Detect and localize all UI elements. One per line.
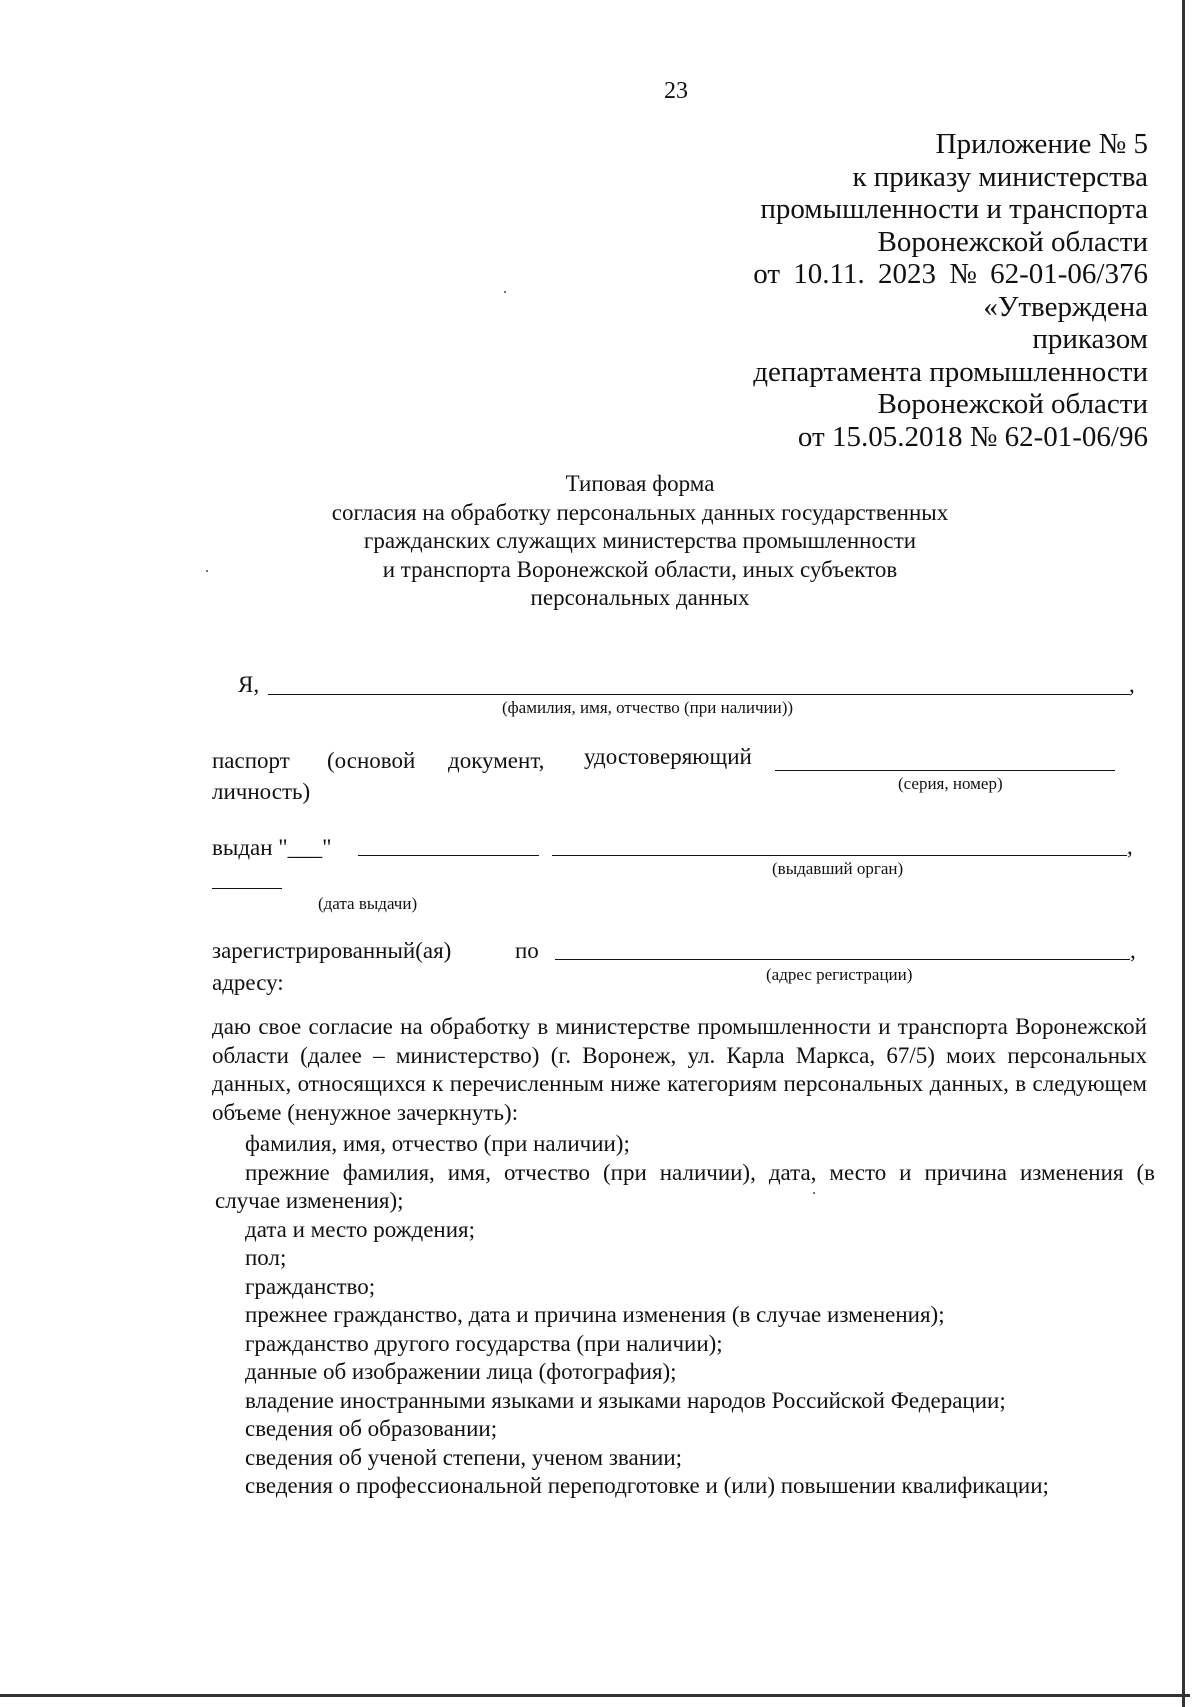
- approval-line: от 10.11. 2023 № 62-01-06/376: [753, 258, 1148, 290]
- list-item: дата и место рождения;: [245, 1216, 476, 1242]
- list-item: данные об изображении лица (фотография);: [245, 1359, 677, 1384]
- scan-speck: [206, 570, 208, 572]
- address-field[interactable]: [555, 959, 1130, 960]
- list-item: сведения об ученой степени, ученом звании;: [245, 1444, 683, 1470]
- title-line: и транспорта Воронежской области, иных субъектов: [382, 556, 898, 582]
- list-item: прежние фамилия, имя, отчество (при наличии), дата, место и причина изменения (в: [245, 1159, 1155, 1185]
- fio-field[interactable]: [268, 694, 1130, 695]
- approval-line: департамента промышленности: [753, 355, 1148, 388]
- issue-year-field[interactable]: [212, 888, 282, 889]
- consent-paragraph: даю свое согласие на обработку в министерстве промышленности и транспорта Воронежской области (далее – министерство) (г. Воронеж, ул. Карла Маркса, 67/5) моих персональных данных, относящихся к перечисленным ниже категориям персональных данных, в следующем объеме (ненужное зачеркнуть):: [212, 1014, 1147, 1125]
- list-item: гражданство другого государства (при наличии);: [245, 1330, 723, 1356]
- scan-edge-right: [1182, 0, 1185, 1707]
- form-title: [280, 470, 1000, 613]
- identity-label: личность): [212, 779, 311, 804]
- address-caption: (адрес регистрации): [766, 965, 913, 984]
- passport-word: удостоверяющий: [584, 744, 752, 769]
- series-caption: (серия, номер): [898, 774, 1003, 793]
- issuer-field[interactable]: [552, 855, 1127, 856]
- list-item: гражданство;: [245, 1273, 376, 1299]
- issue-date-field[interactable]: [358, 855, 539, 856]
- i-label: Я,: [238, 672, 260, 697]
- approval-line: от 15.05.2018 № 62-01-06/96: [797, 420, 1148, 453]
- passport-word: документ,: [448, 748, 545, 773]
- page-number: 23: [664, 78, 688, 104]
- list-item: сведения о профессиональной переподготовке и (или) повышении квалификации;: [245, 1473, 1049, 1498]
- approval-line: приказом: [1032, 323, 1148, 355]
- issuer-caption: (выдавший орган): [772, 859, 904, 878]
- list-item: сведения об образовании;: [245, 1416, 498, 1441]
- title-line: персональных данных: [530, 585, 750, 610]
- list-item: фамилия, имя, отчество (при наличии);: [245, 1131, 630, 1156]
- approval-line: к приказу министерства: [852, 160, 1148, 193]
- approval-line: Воронежской области: [877, 225, 1148, 258]
- issued-label: выдан "___": [212, 835, 332, 860]
- scan-edge-bottom: [0, 1694, 1190, 1697]
- approval-line: «Утверждена: [983, 290, 1148, 323]
- registered-label: зарегистрированный(ая): [212, 938, 452, 963]
- list-item: случае изменения);: [215, 1188, 404, 1213]
- title-line: гражданских служащих министерства промышленности: [363, 528, 917, 553]
- data-categories-list: [215, 1130, 1155, 1501]
- issue-date-caption: (дата выдачи): [318, 894, 418, 913]
- passport-word: (основой: [327, 748, 416, 773]
- address-label: адресу:: [212, 970, 284, 995]
- comma: ,: [1130, 938, 1136, 963]
- comma: ,: [1129, 672, 1135, 697]
- list-item: прежнее гражданство, дата и причина изменения (в случае изменения);: [245, 1302, 945, 1327]
- passport-series-field[interactable]: [775, 770, 1115, 771]
- list-item: владение иностранными языками и языками народов Российской Федерации;: [245, 1387, 1006, 1413]
- scan-speck: [504, 291, 506, 293]
- fio-caption: (фамилия, имя, отчество (при наличии)): [502, 698, 794, 717]
- passport-word: паспорт: [212, 748, 290, 773]
- approval-block: [753, 128, 1148, 453]
- approval-line: промышленности и транспорта: [760, 193, 1148, 225]
- po-label: по: [515, 938, 539, 963]
- list-item: пол;: [245, 1245, 287, 1270]
- comma: ,: [1127, 834, 1133, 859]
- approval-line: Воронежской области: [877, 388, 1148, 420]
- title-line: согласия на обработку персональных данных государственных: [331, 499, 949, 525]
- approval-line: Приложение № 5: [935, 128, 1148, 160]
- title-line: Типовая форма: [565, 471, 715, 496]
